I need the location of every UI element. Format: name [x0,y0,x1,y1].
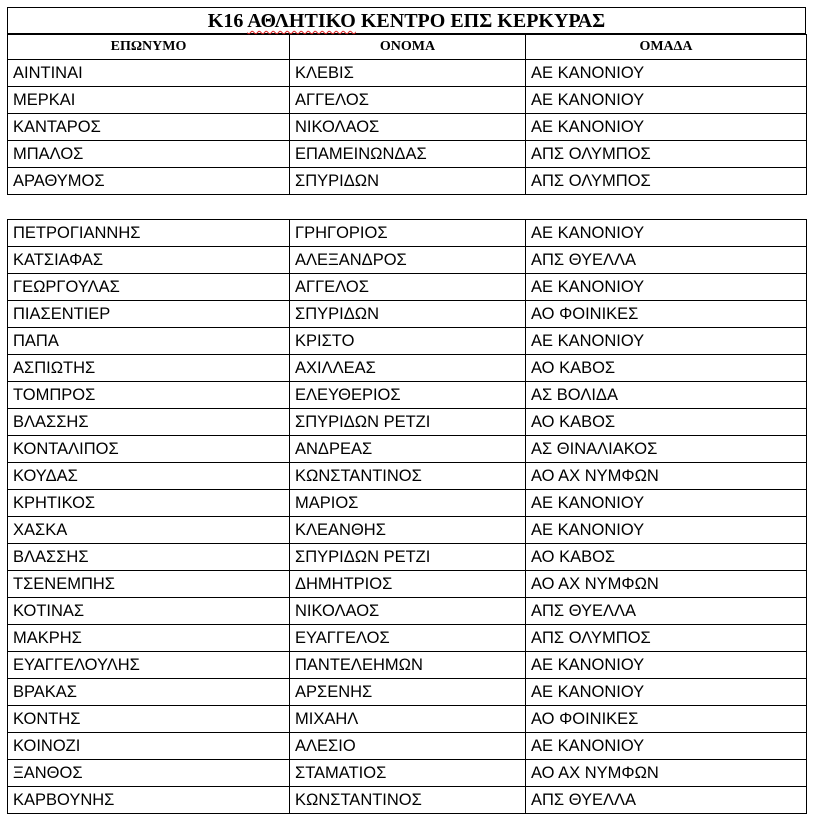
cell-name: ΑΧΙΛΛΕΑΣ [290,355,526,382]
roster-table [7,34,807,814]
cell-surname: ΞΑΝΘΟΣ [8,760,290,787]
cell-team: ΑΕ ΚΑΝΟΝΙΟΥ [526,679,807,706]
cell-name: ΚΛΕΒΙΣ [290,60,526,87]
cell-surname: ΜΑΚΡΗΣ [8,625,290,652]
table-row [8,679,807,706]
table-row [8,436,807,463]
cell-name: ΓΡΗΓΟΡΙΟΣ [290,220,526,247]
cell-name: ΕΥΑΓΓΕΛΟΣ [290,625,526,652]
cell-name: ΚΩΝΣΤΑΝΤΙΝΟΣ [290,787,526,814]
cell-surname: ΧΑΣΚΑ [8,517,290,544]
table-row [8,60,807,87]
cell-name: ΝΙΚΟΛΑΟΣ [290,114,526,141]
cell-team: ΑΟ ΚΑΒΟΣ [526,409,807,436]
cell-team: ΑΠΣ ΟΛΥΜΠΟΣ [526,168,807,195]
cell-surname: ΚΑΡΒΟΥΝΗΣ [8,787,290,814]
cell-name: ΜΑΡΙΟΣ [290,490,526,517]
cell-name: ΔΗΜΗΤΡΙΟΣ [290,571,526,598]
cell-surname: ΠΕΤΡΟΓΙΑΝΝΗΣ [8,220,290,247]
separator-cell [290,195,526,220]
table-row [8,517,807,544]
cell-team: ΑΣ ΒΟΛΙΔΑ [526,382,807,409]
cell-name: ΣΠΥΡΙΔΩΝ [290,168,526,195]
cell-team: ΑΟ ΑΧ ΝΥΜΦΩΝ [526,571,807,598]
table-row [8,220,807,247]
table-row [8,598,807,625]
title-prefix: Κ16 [207,10,248,32]
cell-name: ΑΓΓΕΛΟΣ [290,274,526,301]
cell-team: ΑΣ ΘΙΝΑΛΙΑΚΟΣ [526,436,807,463]
cell-name: ΑΝΔΡΕΑΣ [290,436,526,463]
cell-name: ΑΛΕΞΑΝΔΡΟΣ [290,247,526,274]
cell-name: ΣΠΥΡΙΔΩΝ [290,301,526,328]
table-row [8,301,807,328]
table-row [8,114,807,141]
table-row [8,168,807,195]
table-row [8,141,807,168]
cell-surname: ΒΛΑΣΣΗΣ [8,409,290,436]
cell-team: ΑΠΣ ΟΛΥΜΠΟΣ [526,141,807,168]
cell-team: ΑΟ ΚΑΒΟΣ [526,355,807,382]
cell-team: ΑΟ ΑΧ ΝΥΜΦΩΝ [526,760,807,787]
group-separator-row [8,195,807,220]
header-name: ΟΝΟΜΑ [290,35,526,60]
cell-surname: ΠΙΑΣΕΝΤΙΕΡ [8,301,290,328]
table-row [8,733,807,760]
cell-name: ΠΑΝΤΕΛΕΗΜΩΝ [290,652,526,679]
cell-name: ΚΩΝΣΤΑΝΤΙΝΟΣ [290,463,526,490]
cell-surname: ΚΑΤΣΙΑΦΑΣ [8,247,290,274]
document-title [7,7,806,34]
cell-team: ΑΠΣ ΘΥΕΛΛΑ [526,247,807,274]
cell-surname: ΒΛΑΣΣΗΣ [8,544,290,571]
cell-team: ΑΟ ΦΟΙΝΙΚΕΣ [526,706,807,733]
table-row [8,490,807,517]
cell-team: ΑΕ ΚΑΝΟΝΙΟΥ [526,328,807,355]
cell-surname: ΑΙΝΤΙΝΑΙ [8,60,290,87]
cell-surname: ΚΟΙΝΟΖΙ [8,733,290,760]
cell-name: ΕΠΑΜΕΙΝΩΝΔΑΣ [290,141,526,168]
cell-team: ΑΟ ΚΑΒΟΣ [526,544,807,571]
table-row [8,544,807,571]
cell-surname: ΚΟΝΤΗΣ [8,706,290,733]
cell-surname: ΚΟΝΤΑΛΙΠΟΣ [8,436,290,463]
cell-team: ΑΠΣ ΘΥΕΛΛΑ [526,787,807,814]
table-row [8,571,807,598]
table-row [8,409,807,436]
cell-team: ΑΕ ΚΑΝΟΝΙΟΥ [526,114,807,141]
cell-name: ΚΡΙΣΤΟ [290,328,526,355]
cell-name: ΝΙΚΟΛΑΟΣ [290,598,526,625]
table-row [8,652,807,679]
cell-name: ΜΙΧΑΗΛ [290,706,526,733]
table-row [8,382,807,409]
separator-cell [526,195,807,220]
cell-name: ΚΛΕΑΝΘΗΣ [290,517,526,544]
header-row [8,35,807,60]
cell-surname: ΑΡΑΘΥΜΟΣ [8,168,290,195]
table-row [8,706,807,733]
cell-team: ΑΠΣ ΘΥΕΛΛΑ [526,598,807,625]
cell-surname: ΚΟΤΙΝΑΣ [8,598,290,625]
cell-surname: ΕΥΑΓΓΕΛΟΥΛΗΣ [8,652,290,679]
header-team: ΟΜΑΔΑ [526,35,807,60]
cell-surname: ΑΣΠΙΩΤΗΣ [8,355,290,382]
cell-surname: ΠΑΠΑ [8,328,290,355]
table-row [8,463,807,490]
cell-name: ΑΛΕΣΙΟ [290,733,526,760]
cell-team: ΑΕ ΚΑΝΟΝΙΟΥ [526,220,807,247]
cell-surname: ΒΡΑΚΑΣ [8,679,290,706]
cell-name: ΣΠΥΡΙΔΩΝ ΡΕΤΖΙ [290,544,526,571]
cell-name: ΑΡΣΕΝΗΣ [290,679,526,706]
cell-name: ΣΤΑΜΑΤΙΟΣ [290,760,526,787]
table-row [8,355,807,382]
cell-team: ΑΕ ΚΑΝΟΝΙΟΥ [526,274,807,301]
roster-document [7,7,806,814]
table-row [8,247,807,274]
cell-surname: ΚΡΗΤΙΚΟΣ [8,490,290,517]
cell-team: ΑΕ ΚΑΝΟΝΙΟΥ [526,517,807,544]
table-row [8,87,807,114]
title-spellcheck-word: ΑΘΛΗΤΙΚΟ [247,10,356,32]
cell-team: ΑΠΣ ΟΛΥΜΠΟΣ [526,625,807,652]
table-row [8,787,807,814]
cell-name: ΑΓΓΕΛΟΣ [290,87,526,114]
cell-team: ΑΕ ΚΑΝΟΝΙΟΥ [526,60,807,87]
cell-surname: ΤΣΕΝΕΜΠΗΣ [8,571,290,598]
separator-cell [8,195,290,220]
cell-team: ΑΕ ΚΑΝΟΝΙΟΥ [526,652,807,679]
cell-surname: ΚΑΝΤΑΡΟΣ [8,114,290,141]
table-row [8,274,807,301]
cell-surname: ΚΟΥΔΑΣ [8,463,290,490]
cell-surname: ΜΕΡΚΑΙ [8,87,290,114]
table-row [8,328,807,355]
header-surname: ΕΠΩΝΥΜΟ [8,35,290,60]
cell-team: ΑΕ ΚΑΝΟΝΙΟΥ [526,87,807,114]
cell-team: ΑΟ ΑΧ ΝΥΜΦΩΝ [526,463,807,490]
cell-team: ΑΕ ΚΑΝΟΝΙΟΥ [526,490,807,517]
cell-team: ΑΕ ΚΑΝΟΝΙΟΥ [526,733,807,760]
cell-name: ΕΛΕΥΘΕΡΙΟΣ [290,382,526,409]
cell-surname: ΤΟΜΠΡΟΣ [8,382,290,409]
cell-surname: ΜΠΑΛΟΣ [8,141,290,168]
cell-name: ΣΠΥΡΙΔΩΝ ΡΕΤΖΙ [290,409,526,436]
cell-surname: ΓΕΩΡΓΟΥΛΑΣ [8,274,290,301]
title-suffix: ΚΕΝΤΡΟ ΕΠΣ ΚΕΡΚΥΡΑΣ [355,10,606,32]
roster-body [8,60,807,814]
table-row [8,760,807,787]
table-row [8,625,807,652]
cell-team: ΑΟ ΦΟΙΝΙΚΕΣ [526,301,807,328]
